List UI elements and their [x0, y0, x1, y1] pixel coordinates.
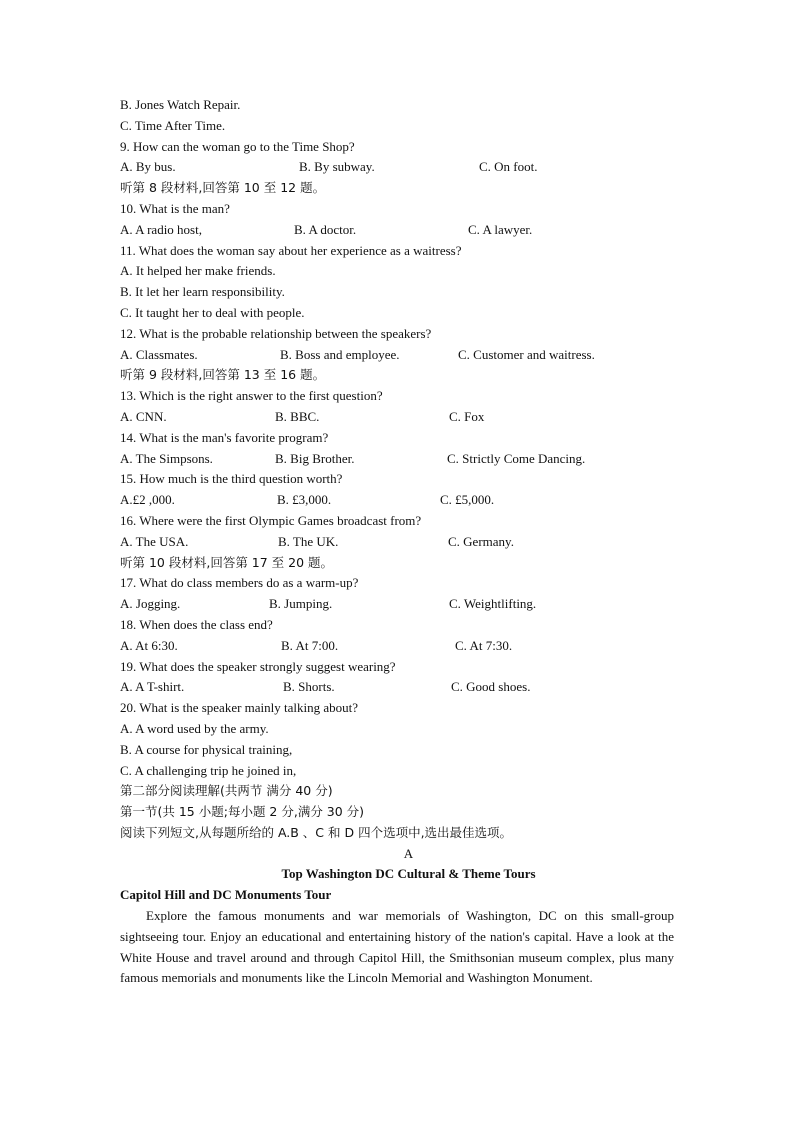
- section-heading: 第一节(共 15 小题;每小题 2 分,满分 30 分): [120, 804, 365, 820]
- question-12: 12. What is the probable relationship between the speakers?: [120, 325, 432, 341]
- option-a: A. Classmates.: [120, 346, 198, 362]
- option-a: A. CNN.: [120, 408, 167, 424]
- question-9-options: [120, 157, 674, 178]
- question-14-options: [120, 449, 674, 470]
- section-instruction: 听第 10 段材料,回答第 17 至 20 题。: [120, 554, 334, 570]
- passage-letter: A: [403, 845, 414, 861]
- question-15: 15. How much is the third question worth?: [120, 471, 343, 487]
- option-c: C. Good shoes.: [451, 679, 531, 695]
- option-c: C. At 7:30.: [455, 637, 513, 653]
- question-12-options: [120, 345, 674, 366]
- option-b: B. The UK.: [278, 533, 339, 549]
- section-instruction: 听第 9 段材料,回答第 13 至 16 题。: [120, 367, 326, 383]
- option-c: C. A lawyer.: [468, 221, 533, 237]
- option-b: B. A doctor.: [294, 221, 357, 237]
- question-18: 18. When does the class end?: [120, 616, 273, 632]
- option-a: A.£2 ,000.: [120, 492, 175, 508]
- option-c: C. A challenging trip he joined in,: [120, 762, 297, 778]
- exam-page: [120, 95, 674, 989]
- option-c: C. Customer and waitress.: [458, 346, 595, 362]
- option-b: B. By subway.: [299, 159, 375, 175]
- option-c: C. On foot.: [479, 159, 538, 175]
- reading-instruction: 阅读下列短文,从每题所给的 A.B 、C 和 D 四个选项中,选出最佳选项。: [120, 824, 513, 840]
- question-14: 14. What is the man's favorite program?: [120, 429, 329, 445]
- option-a: A. The USA.: [120, 533, 189, 549]
- option-c: C. Fox: [449, 408, 485, 424]
- option-c: C. Strictly Come Dancing.: [447, 450, 586, 466]
- passage-subtitle: Capitol Hill and DC Monuments Tour: [120, 887, 332, 903]
- question-19: 19. What does the speaker strongly suggest wearing?: [120, 658, 396, 674]
- option-line: C. Time After Time.: [120, 117, 226, 133]
- question-10-options: [120, 220, 674, 241]
- question-16-options: [120, 532, 674, 553]
- option-a: A. A word used by the army.: [120, 720, 269, 736]
- option-b: B. At 7:00.: [281, 637, 339, 653]
- passage-paragraph: Explore the famous monuments and war memorials of Washington, DC on this small-group sightseeing tour. Enjoy an educational and entertaining history of the nation's capital. Have a look at the White House and travel around and through Capitol Hill, the Smithsonian museum complex, plus many famous memorials and monuments like the Lincoln Memorial and Washington Monument.: [120, 908, 674, 986]
- option-c: C. It taught her to deal with people.: [120, 304, 305, 320]
- option-c: C. Germany.: [448, 533, 514, 549]
- question-9: 9. How can the woman go to the Time Shop?: [120, 138, 355, 154]
- option-b: B. It let her learn responsibility.: [120, 284, 285, 300]
- passage-title: Top Washington DC Cultural & Theme Tours: [281, 866, 536, 882]
- option-b: B. Big Brother.: [275, 450, 355, 466]
- question-15-options: [120, 490, 674, 511]
- option-b: B. Jumping.: [269, 596, 333, 612]
- option-a: A. The Simpsons.: [120, 450, 213, 466]
- question-13-options: [120, 407, 674, 428]
- option-b: B. Shorts.: [283, 679, 335, 695]
- option-a: A. At 6:30.: [120, 637, 178, 653]
- question-13: 13. Which is the right answer to the first question?: [120, 388, 383, 404]
- question-10: 10. What is the man?: [120, 200, 230, 216]
- option-b: B. £3,000.: [277, 492, 332, 508]
- option-a: A. A radio host,: [120, 221, 202, 237]
- part-heading: 第二部分阅读理解(共两节 满分 40 分): [120, 783, 333, 799]
- question-18-options: [120, 636, 674, 657]
- option-a: A. Jogging.: [120, 596, 181, 612]
- question-11: 11. What does the woman say about her experience as a waitress?: [120, 242, 462, 258]
- question-17: 17. What do class members do as a warm-up?: [120, 575, 359, 591]
- option-c: C. Weightlifting.: [449, 596, 537, 612]
- option-line: B. Jones Watch Repair.: [120, 97, 241, 112]
- question-16: 16. Where were the first Olympic Games broadcast from?: [120, 512, 422, 528]
- option-c: C. £5,000.: [440, 492, 495, 508]
- option-a: A. It helped her make friends.: [120, 263, 276, 279]
- question-20: 20. What is the speaker mainly talking about?: [120, 700, 359, 716]
- option-b: B. A course for physical training,: [120, 741, 293, 757]
- option-a: A. A T-shirt.: [120, 679, 185, 695]
- option-b: B. BBC.: [275, 408, 320, 424]
- option-b: B. Boss and employee.: [280, 346, 400, 362]
- question-17-options: [120, 594, 674, 615]
- section-instruction: 听第 8 段材料,回答第 10 至 12 题。: [120, 180, 326, 196]
- option-a: A. By bus.: [120, 159, 176, 175]
- question-19-options: [120, 677, 674, 698]
